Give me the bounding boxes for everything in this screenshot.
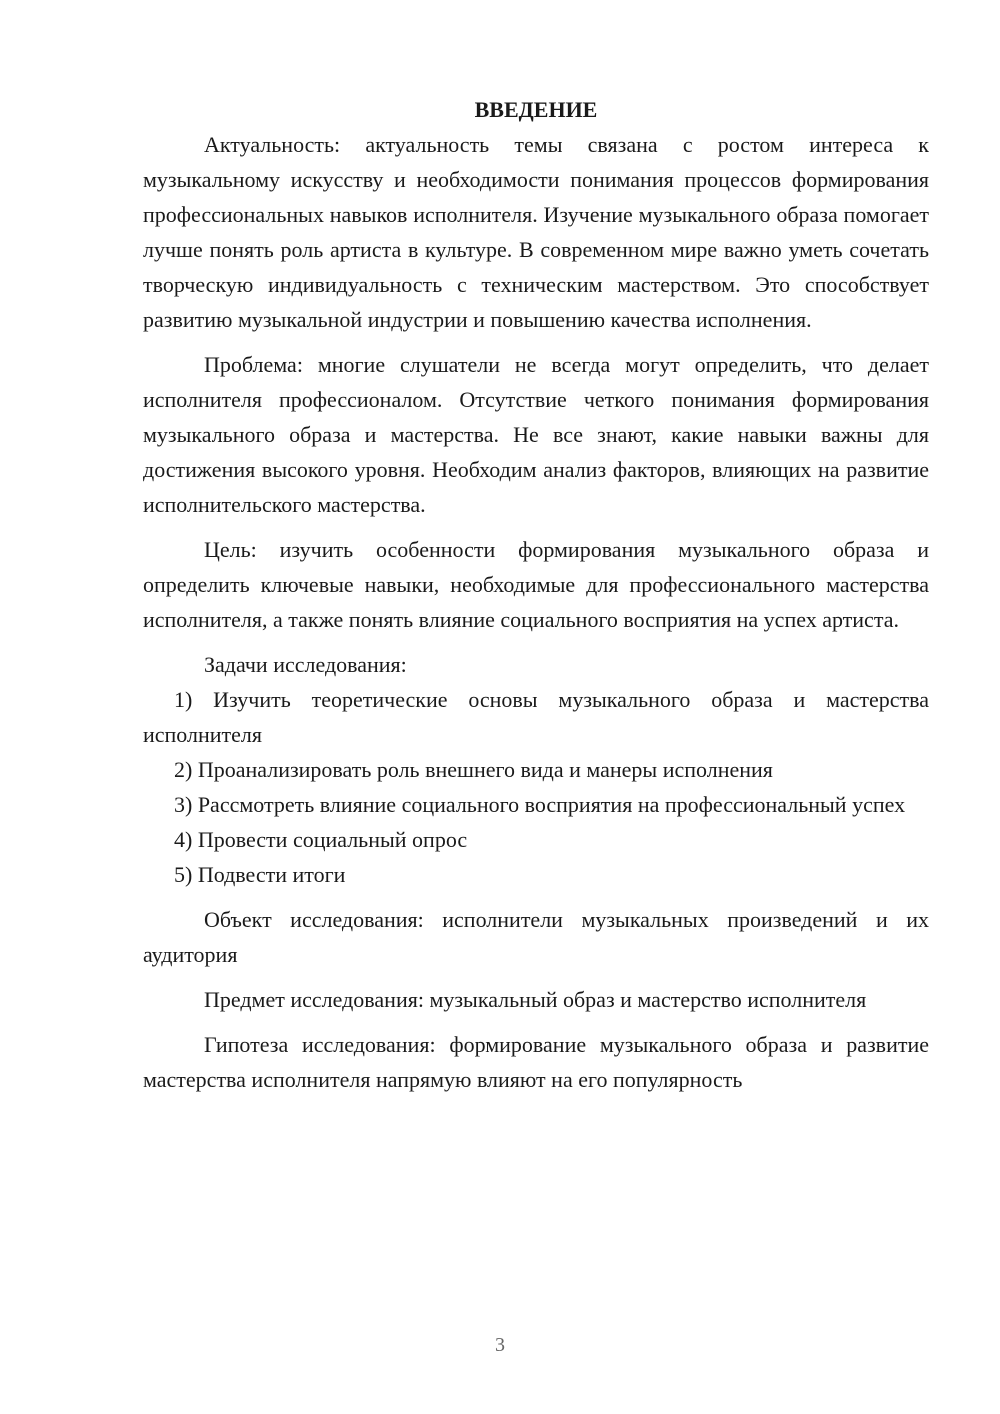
- task-item: 4) Провести социальный опрос: [174, 827, 468, 852]
- tasks-heading: Задачи исследования:: [204, 652, 407, 677]
- page-title: ВВЕДЕНИЕ: [474, 97, 598, 122]
- paragraph-relevance: Актуальность: актуальность темы связана с ростом интереса к музыкальному искусству и необходимости понимания процессов формирования профессиональных навыков исполнителя. Изучение музыкального образа помогает лучше понять роль артиста в культуре. В современном мире важно уметь сочетать творческую индивидуальность с техническим мастерством. Это способствует развитию музыкальной индустрии и повышению качества исполнения.: [143, 132, 929, 332]
- task-item: 1) Изучить теоретические основы музыкального образа и мастерства исполнителя: [143, 687, 929, 747]
- paragraph-problem: Проблема: многие слушатели не всегда могут определить, что делает исполнителя профессионалом. Отсутствие четкого понимания формирования музыкального образа и мастерства. Не все знают, какие навыки важны для достижения высокого уровня. Необходим анализ факторов, влияющих на развитие исполнительского мастерства.: [143, 352, 929, 517]
- page-number: 3: [495, 1334, 505, 1356]
- task-item: 2) Проанализировать роль внешнего вида и манеры исполнения: [174, 757, 773, 782]
- paragraph-subject: Предмет исследования: музыкальный образ и мастерство исполнителя: [204, 987, 867, 1012]
- task-item: 5) Подвести итоги: [174, 862, 346, 887]
- paragraph-hypothesis: Гипотеза исследования: формирование музыкального образа и развитие мастерства исполнителя напрямую влияют на его популярность: [143, 1032, 929, 1092]
- paragraph-goal: Цель: изучить особенности формирования музыкального образа и определить ключевые навыки, необходимые для профессионального мастерства исполнителя, а также понять влияние социального восприятия на успех артиста.: [143, 537, 929, 632]
- task-item: 3) Рассмотреть влияние социального восприятия на профессиональный успех: [174, 792, 906, 817]
- document-page: [143, 92, 929, 1097]
- paragraph-object: Объект исследования: исполнители музыкальных произведений и их аудитория: [143, 907, 929, 967]
